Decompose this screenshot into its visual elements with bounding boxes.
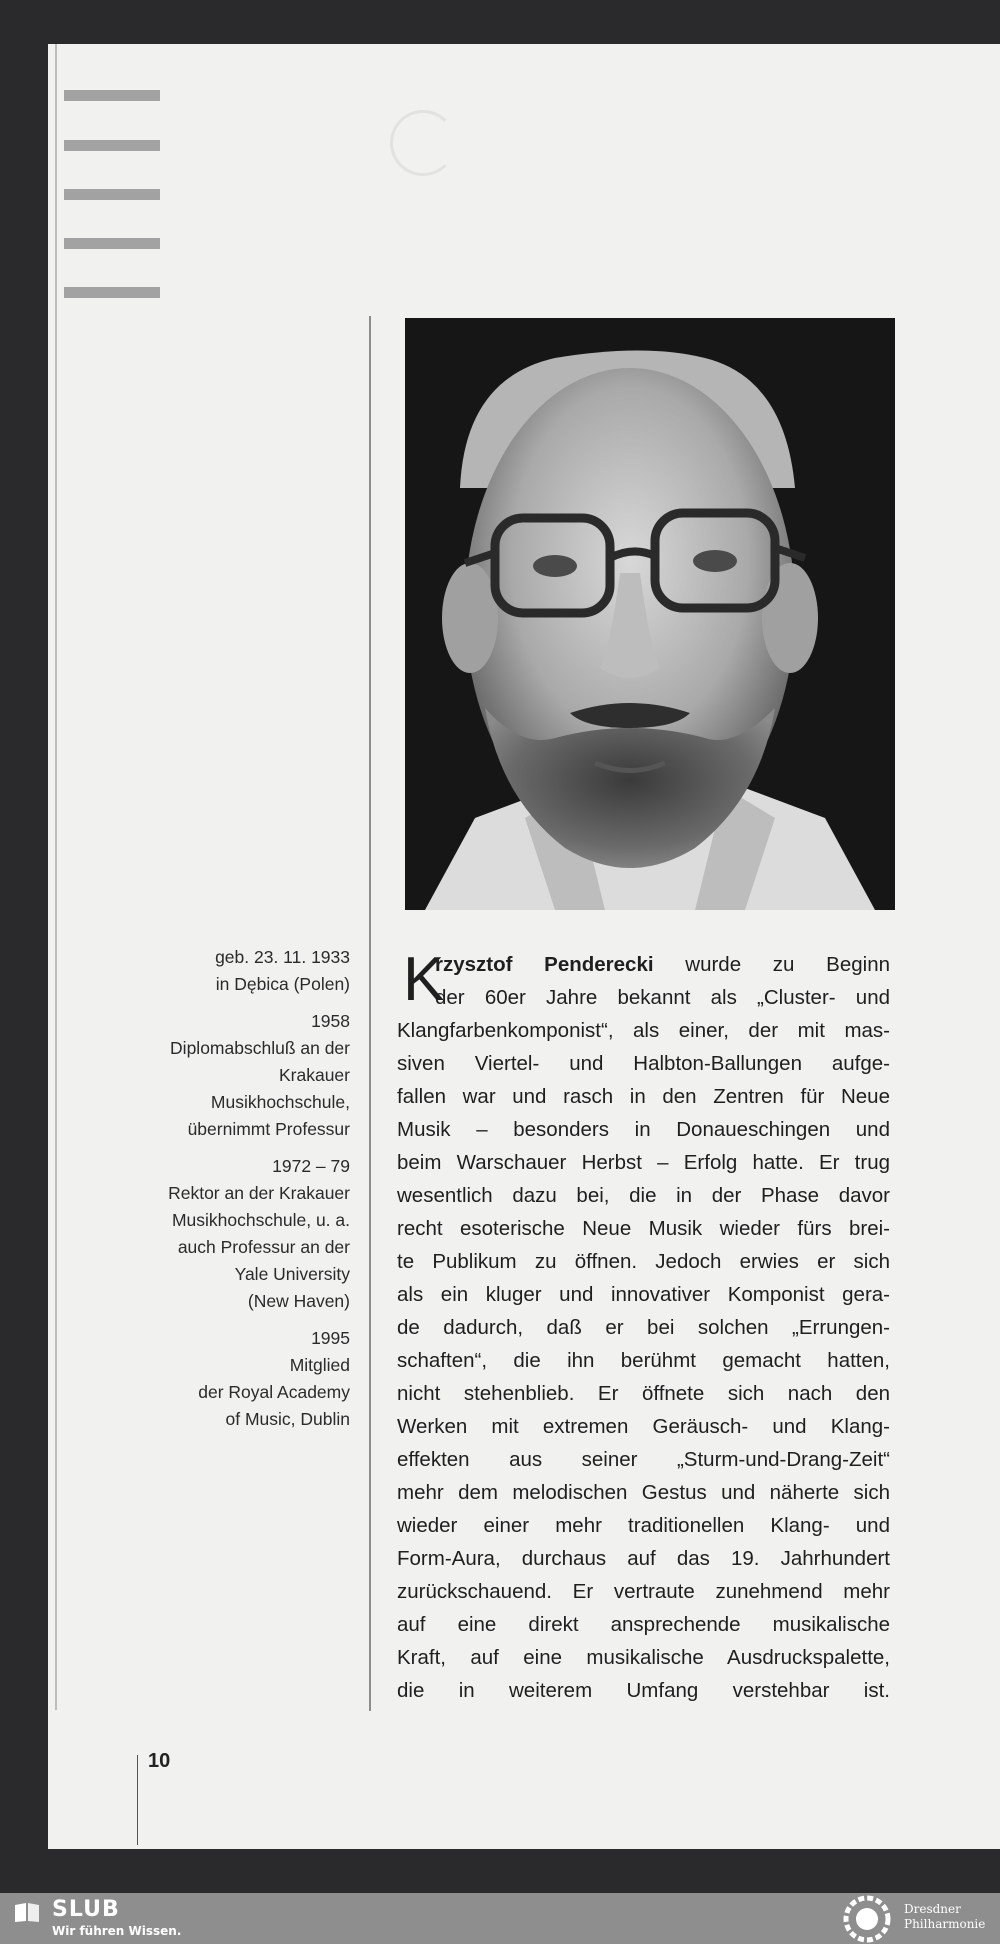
- portrait-photo: [405, 318, 895, 910]
- composer-name: rzysztof Penderecki: [435, 953, 654, 976]
- tab-stripe: [64, 90, 160, 101]
- library-name: SLUB: [52, 1897, 120, 1922]
- article-line: auf eine direkt ansprechende musikalische: [397, 1613, 890, 1636]
- bio-entry-1995: [130, 1325, 350, 1433]
- bio-year: 1995: [311, 1328, 350, 1348]
- library-tagline: Wir führen Wissen.: [52, 1924, 182, 1938]
- tab-stripe: [64, 287, 160, 298]
- tab-stripe: [64, 140, 160, 151]
- article-line: Kraft, auf eine musikalische Ausdruckspalette,: [397, 1646, 890, 1669]
- first-line-rest: wurde zu Beginn: [653, 953, 890, 976]
- bio-entry-birth: [130, 944, 350, 998]
- bio-line: Musikhochschule,: [210, 1092, 350, 1112]
- article-line: Form-Aura, durchaus auf das 19. Jahrhundert: [397, 1547, 890, 1570]
- orchestra-name: [904, 1902, 985, 1932]
- column-divider: [369, 316, 371, 1711]
- article-line: Musik – besonders in Donaueschingen und: [397, 1118, 890, 1141]
- orchestra-name-line1: Dresdner: [904, 1902, 961, 1916]
- bio-line: Mitglied: [289, 1355, 350, 1375]
- bio-line: Krakauer: [278, 1065, 350, 1085]
- article-line: de dadurch, daß er bei solchen „Errungen-: [397, 1316, 890, 1339]
- portrait-illustration: [405, 318, 895, 910]
- article-line: Klangfarbenkomponist“, als einer, der mit mas-: [397, 1019, 890, 1042]
- article-line: effekten aus seiner „Sturm-und-Drang-Zeit“: [397, 1448, 890, 1471]
- tab-stripe: [64, 189, 160, 200]
- viewer-footer: [0, 1893, 1000, 1944]
- bio-line: Musikhochschule, u. a.: [171, 1210, 350, 1230]
- article-line: fallen war und rasch in den Zentren für Neue: [397, 1085, 890, 1108]
- article-line: siven Viertel- und Halbton-Ballungen aufge-: [397, 1052, 890, 1075]
- bio-line: übernimmt Professur: [187, 1119, 350, 1139]
- article-first-line: [397, 948, 890, 981]
- bio-year: 1972 – 79: [272, 1156, 350, 1176]
- article-line: als ein kluger und innovativer Komponist gera-: [397, 1283, 890, 1306]
- article-line: wesentlich dazu bei, die in der Phase davor: [397, 1184, 890, 1207]
- orchestra-name-line2: Philharmonie: [904, 1917, 986, 1931]
- article-body: [397, 945, 890, 1707]
- article-line: der 60er Jahre bekannt als „Cluster- und: [435, 986, 890, 1009]
- article-line: nicht stehenblieb. Er öffnete sich nach den: [397, 1382, 890, 1405]
- article-line: zurückschauend. Er vertraute zunehmend mehr: [397, 1580, 890, 1603]
- bio-line: Diplomabschluß an der: [170, 1038, 350, 1058]
- bleed-through-arc: [390, 110, 456, 176]
- page-number-rule: [137, 1755, 138, 1845]
- tab-stripe: [64, 238, 160, 249]
- philharmonie-logo-icon: [840, 1895, 894, 1943]
- bio-line: geb. 23. 11. 1933: [215, 947, 350, 967]
- biography-sidebar: [130, 944, 350, 1443]
- article-line: schaften“, die ihn berühmt gemacht hatten,: [397, 1349, 890, 1372]
- bio-line: Rektor an der Krakauer: [168, 1183, 350, 1203]
- slub-book-icon: [14, 1901, 40, 1923]
- article-line: die in weiterem Umfang verstehbar ist.: [397, 1679, 890, 1702]
- bio-entry-1958: [130, 1008, 350, 1143]
- article-line: te Publikum zu öffnen. Jedoch erwies er sich: [397, 1250, 890, 1273]
- article-line: wieder einer mehr traditionellen Klang- und: [397, 1514, 890, 1537]
- article-line: Werken mit extremen Geräusch- und Klang-: [397, 1415, 890, 1438]
- page-edge: [55, 44, 57, 1710]
- bio-line: (New Haven): [247, 1291, 350, 1311]
- bio-year: 1958: [311, 1011, 350, 1031]
- bio-line: Yale University: [234, 1264, 350, 1284]
- page-number: 10: [148, 1750, 171, 1772]
- bleed-through-logo: [175, 110, 435, 170]
- bio-line: in Dębica (Polen): [215, 974, 350, 994]
- bio-line: der Royal Academy: [198, 1382, 350, 1402]
- bio-line: auch Professur an der: [177, 1237, 350, 1257]
- bio-line: of Music, Dublin: [225, 1409, 350, 1429]
- article-line: recht esoterische Neue Musik wieder fürs brei-: [397, 1217, 890, 1240]
- drop-cap: K: [403, 945, 445, 1014]
- article-line: mehr dem melodischen Gestus und näherte sich: [397, 1481, 890, 1504]
- bio-entry-1972: [130, 1153, 350, 1315]
- article-line: beim Warschauer Herbst – Erfolg hatte. Er trug: [397, 1151, 890, 1174]
